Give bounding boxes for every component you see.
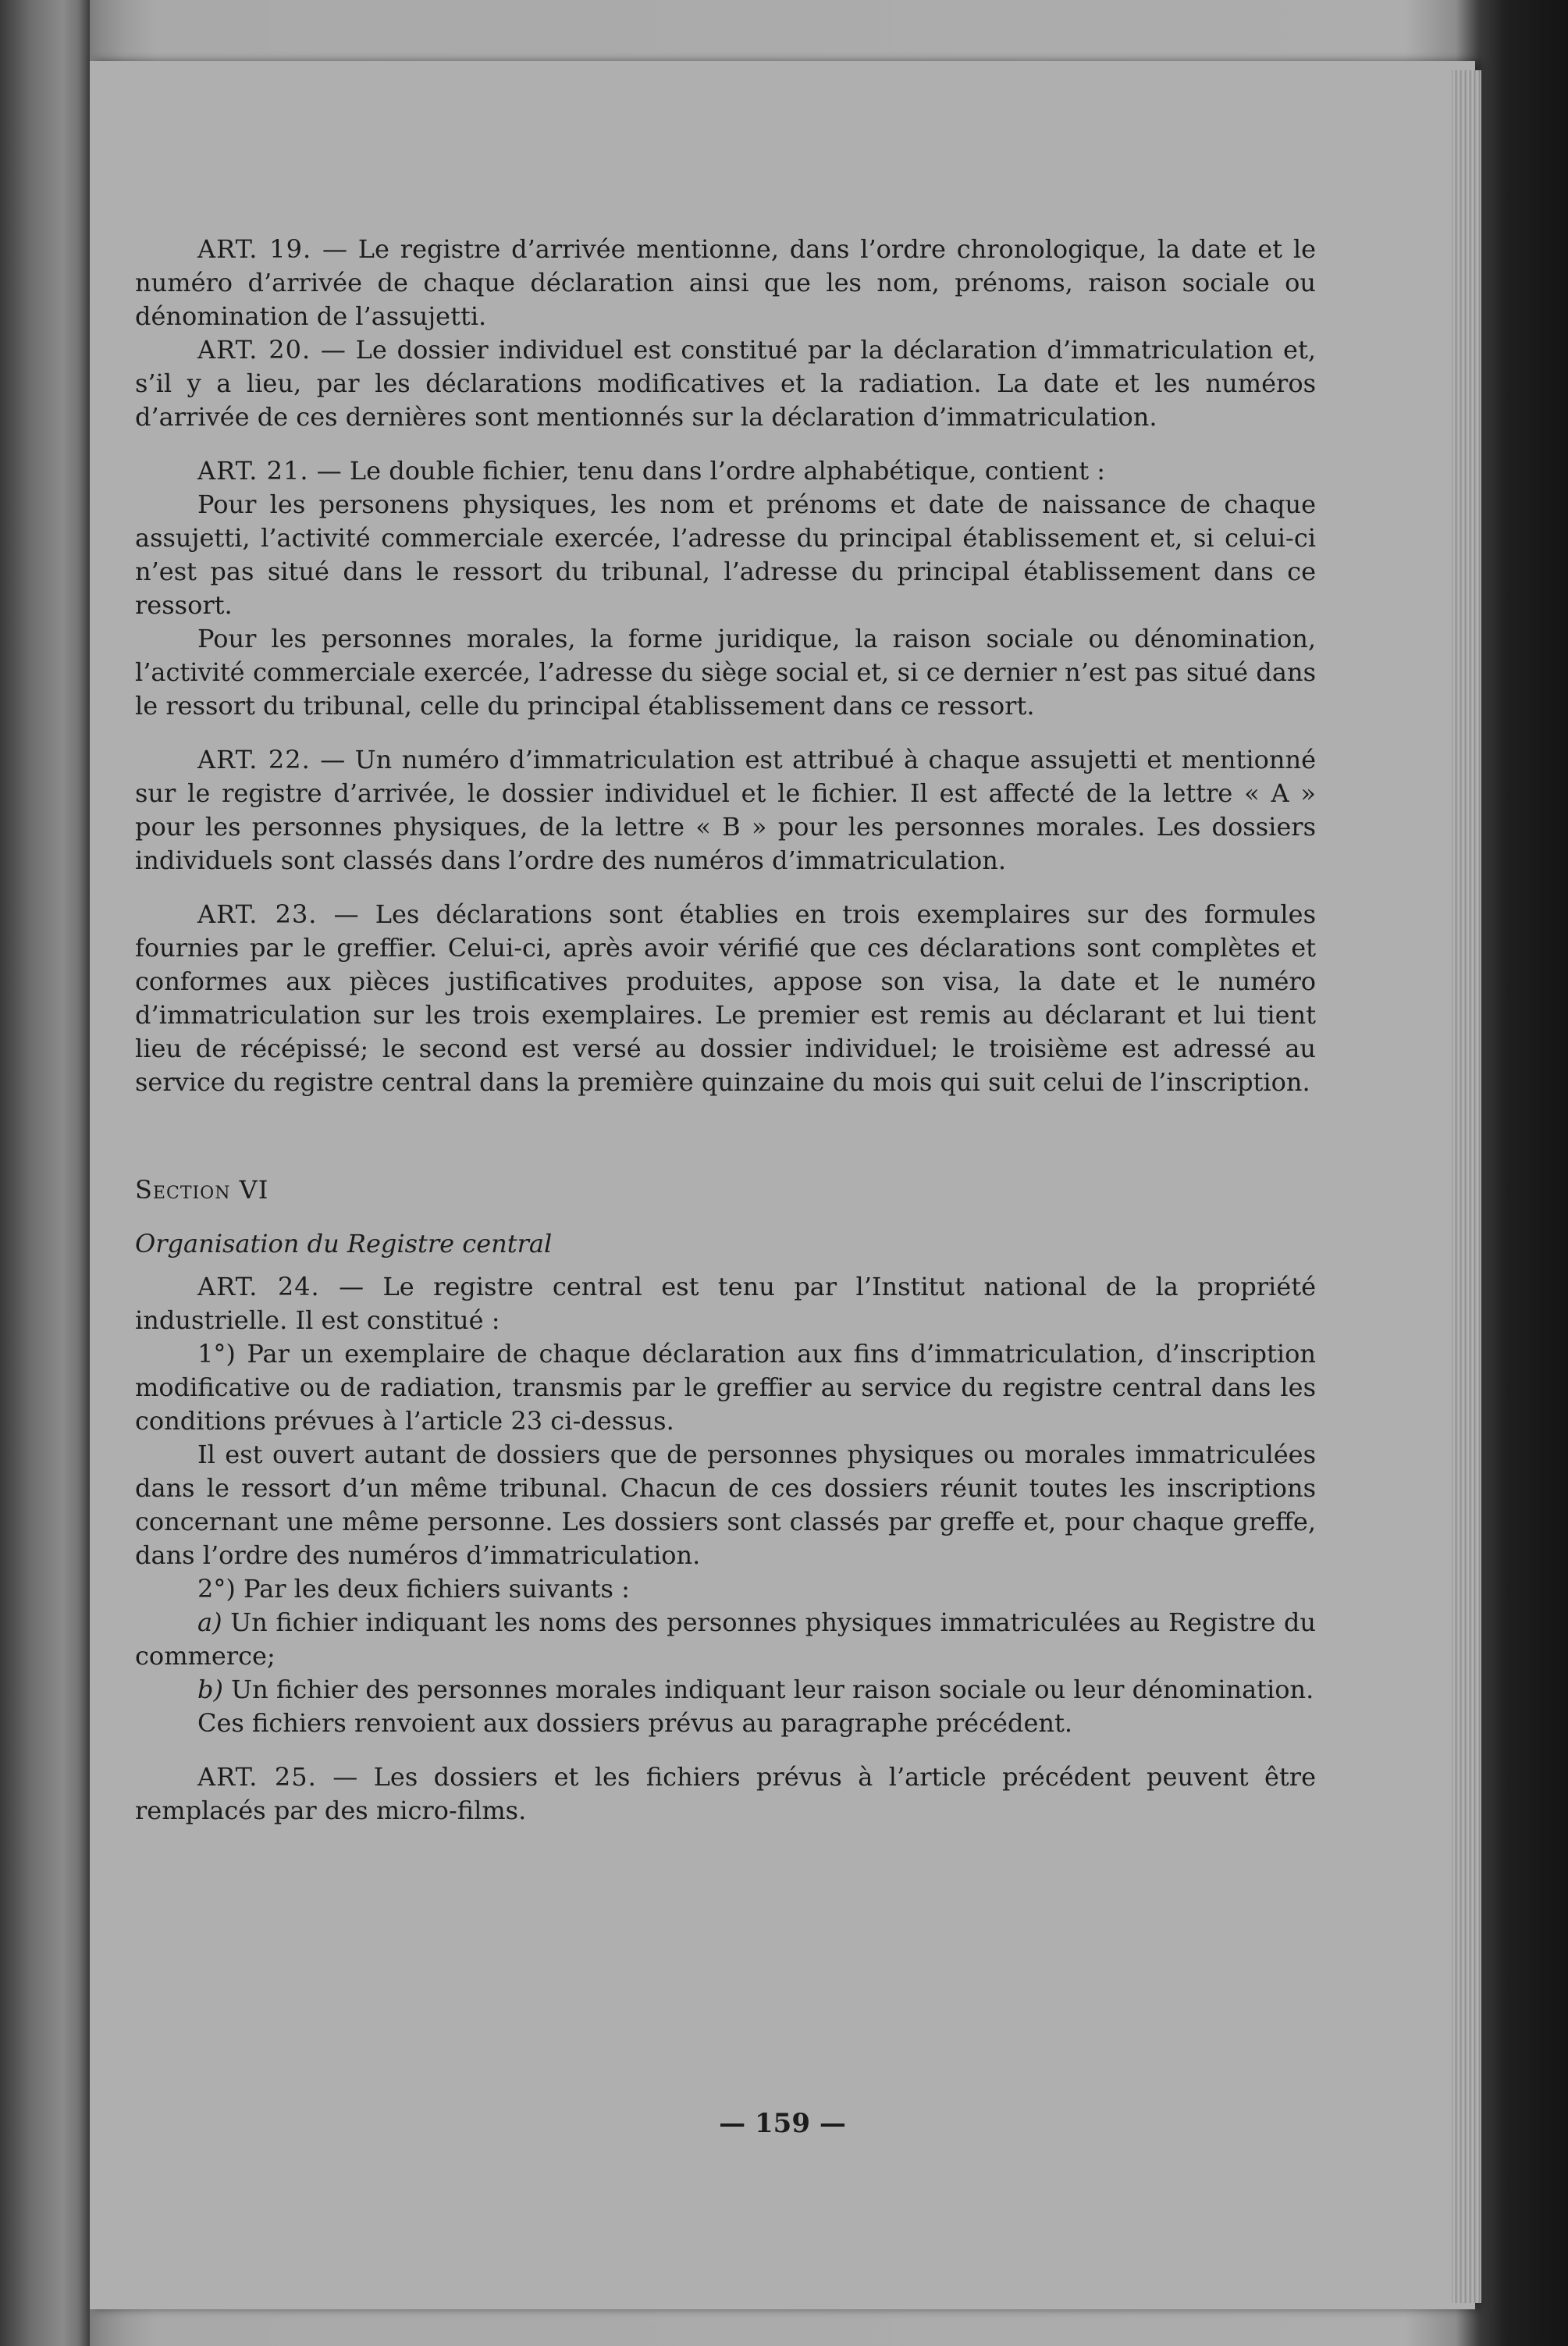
- section-subtitle: Organisation du Registre central: [135, 1229, 553, 1258]
- article-text: — Le registre d’arrivée mentionne, dans l’ordre chronologique, la date et le numéro d’arrivée de chaque déclaration ainsi que les nom, prénoms, raison sociale ou dénomination de l’assujetti.: [135, 234, 1317, 331]
- article-label: ART. 23.: [197, 899, 318, 929]
- art-24-item-1: [135, 1337, 1316, 1438]
- art-20-paragraph: [135, 333, 1316, 434]
- paragraph-text: Un fichier des personnes morales indiquant leur raison sociale ou leur dénomination.: [222, 1675, 1314, 1704]
- paragraph-text: 2°) Par les deux fichiers suivants :: [197, 1574, 630, 1604]
- item-letter: a): [197, 1607, 222, 1637]
- art-25-paragraph: [135, 1760, 1316, 1828]
- art-22-paragraph: [135, 743, 1316, 878]
- art-24-dossiers: [135, 1438, 1316, 1572]
- article-text: — Les dossiers et les fichiers prévus à l’article précédent peuvent être remplacés par des micro-films.: [135, 1762, 1317, 1825]
- art-23-paragraph: [135, 898, 1316, 1099]
- paragraph-text: Il est ouvert autant de dossiers que de personnes physiques ou morales immatriculées dans le ressort d’un même tribunal. Chacun de ces dossiers réunit toutes les inscriptions concernant une même personne. Les dossiers sont classés par greffe et, pour chaque greffe, dans l’ordre des numéros d’immatriculation.: [135, 1440, 1316, 1570]
- art-24-item-2: [135, 1572, 1316, 1606]
- paragraph-text: Ces fichiers renvoient aux dossiers prévus au paragraphe précédent.: [197, 1708, 1073, 1738]
- body-text: [135, 233, 1316, 1828]
- article-text: — Un numéro d’immatriculation est attribué à chaque assujetti et mentionné sur le registre d’arrivée, le dossier individuel et le fichier. Il est affecté de la lettre « A » pour les personnes physiques, de la lettre « B » pour les personnes morales. Les dossiers individuels sont classés dans l’ordre des numéros d’immatriculation.: [135, 745, 1317, 875]
- paragraph-text: Un fichier indiquant les noms des personnes physiques immatriculées au Registre du commerce;: [135, 1607, 1316, 1671]
- item-letter: b): [197, 1675, 223, 1704]
- art-24-item-b: [135, 1673, 1316, 1707]
- paragraph-text: Pour les personnes morales, la forme juridique, la raison sociale ou dénomination, l’activité commerciale exercée, l’adresse du siège social et, si ce dernier n’est pas situé dans le ressort du tribunal, celle du principal établissement dans ce ressort.: [135, 624, 1316, 721]
- article-label: ART. 20.: [197, 335, 311, 365]
- article-label: ART. 22.: [197, 745, 311, 774]
- article-label: ART. 24.: [197, 1272, 320, 1301]
- art-19-paragraph: [135, 233, 1316, 333]
- facing-page-edge: [0, 0, 90, 2346]
- art-24-paragraph: [135, 1270, 1316, 1337]
- article-text: — Les déclarations sont établies en trois exemplaires sur des formules fournies par le greffier. Celui-ci, après avoir vérifié que ces déclarations sont complètes et conformes aux pièces justificatives produites, appose son visa, la date et le numéro d’immatriculation sur les trois exemplaires. Le premier est remis au déclarant et lui tient lieu de récépissé; le second est versé au dossier individuel; le troisième est adressé au service du registre central dans la première quinzaine du mois qui suit celui de l’inscription.: [135, 899, 1317, 1097]
- article-label: ART. 25.: [197, 1762, 317, 1792]
- art-21-legal-persons: [135, 622, 1316, 723]
- art-24-note: [135, 1707, 1316, 1740]
- art-24-item-a: [135, 1606, 1316, 1673]
- page-stack-edge: [1452, 70, 1481, 2303]
- article-text: — Le dossier individuel est constitué par la déclaration d’immatriculation et, s’il y a lieu, par les déclarations modificatives et la radiation. La date et les numéros d’arrivée de ces dernières sont mentionnés sur la déclaration d’immatriculation.: [135, 335, 1317, 432]
- article-label: ART. 19.: [197, 234, 312, 264]
- article-text: — Le double fichier, tenu dans l’ordre alphabétique, contient :: [308, 456, 1106, 486]
- paragraph-text: Pour les personens physiques, les nom et prénoms et date de naissance de chaque assujetti, l’activité commerciale exercée, l’adresse du principal établissement et, si celui-ci n’est pas situé dans le ressort du tribunal, l’adresse du principal établissement dans ce ressort.: [135, 489, 1316, 620]
- art-21-physical-persons: [135, 488, 1316, 622]
- art-21-paragraph: [135, 454, 1316, 488]
- page-number: — 159 —: [719, 2108, 846, 2139]
- paragraph-text: 1°) Par un exemplaire de chaque déclaration aux fins d’immatriculation, d’inscription modificative ou de radiation, transmis par le greffier au service du registre central dans les conditions prévues à l’article 23 ci-dessus.: [135, 1339, 1316, 1436]
- article-label: ART. 21.: [197, 456, 309, 486]
- section-heading: Section VI: [135, 1175, 269, 1205]
- article-text: — Le registre central est tenu par l’Institut national de la propriété industrielle. Il est constitué :: [135, 1272, 1317, 1335]
